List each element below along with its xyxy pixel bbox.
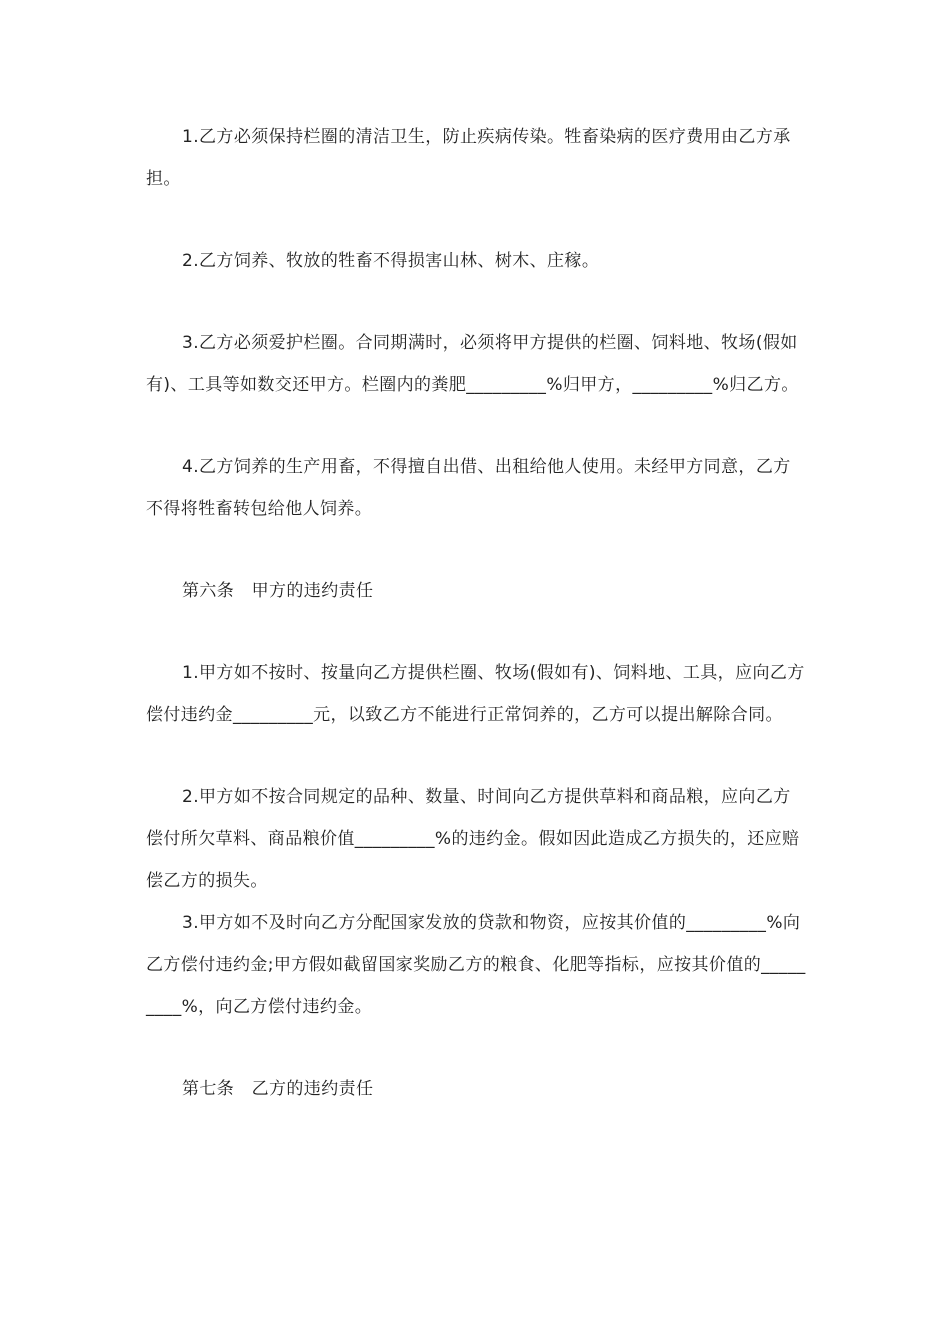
spacer [146,282,806,322]
spacer [146,200,806,240]
section-heading-article-6: 第六条 甲方的违约责任 [182,581,374,601]
paragraph-clause-5-2: 2.乙方饲养、牧放的牲畜不得损害山林、树木、庄稼。 [182,251,600,271]
paragraph-clause-5-3: 3.乙方必须爱护栏圈。合同期满时，必须将甲方提供的栏圈、饲料地、牧场(假如有)、工具等如数交还甲方。栏圈内的粪肥_________%归甲方，_________%归乙方。 [146,333,799,395]
document-page [146,116,806,1110]
section-heading-article-7: 第七条 乙方的违约责任 [182,1079,374,1099]
spacer [146,612,806,652]
spacer [146,1028,806,1068]
paragraph-clause-6-1: 1.甲方如不按时、按量向乙方提供栏圈、牧场(假如有)、饲料地、工具，应向乙方偿付违约金_________元，以致乙方不能进行正常饲养的，乙方可以提出解除合同。 [146,663,805,725]
spacer [146,736,806,776]
spacer [146,406,806,446]
paragraph-clause-5-4: 4.乙方饲养的生产用畜，不得擅自出借、出租给他人使用。未经甲方同意，乙方不得将牲畜转包给他人饲养。 [146,457,791,519]
paragraph-clause-5-1: 1.乙方必须保持栏圈的清洁卫生，防止疾病传染。牲畜染病的医疗费用由乙方承担。 [146,127,791,189]
paragraph-clause-6-3: 3.甲方如不及时向乙方分配国家发放的贷款和物资，应按其价值的_________%向乙方偿付违约金;甲方假如截留国家奖励乙方的粮食、化肥等指标，应按其价值的_________%，向乙方偿付违约金。 [146,913,806,1017]
spacer [146,530,806,570]
paragraph-clause-6-2: 2.甲方如不按合同规定的品种、数量、时间向乙方提供草料和商品粮，应向乙方偿付所欠草料、商品粮价值_________%的违约金。假如因此造成乙方损失的，还应赔偿乙方的损失。 [146,787,800,891]
